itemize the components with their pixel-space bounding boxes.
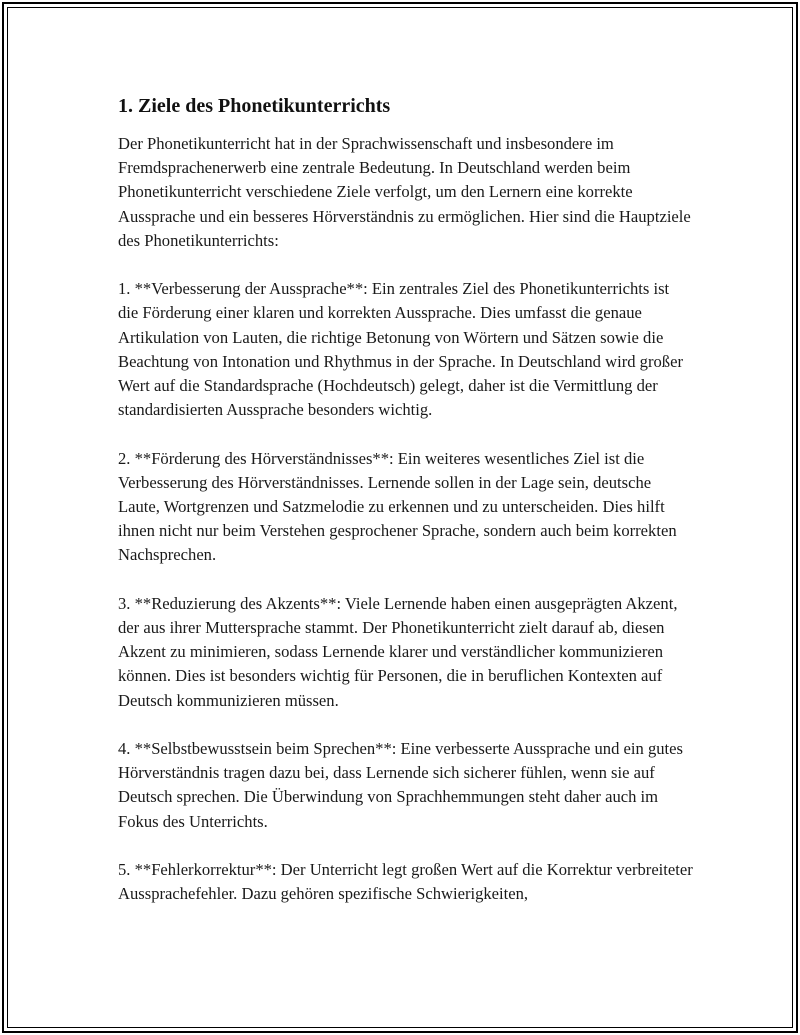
goal-paragraph-4: 4. **Selbstbewusstsein beim Sprechen**: Eine verbesserte Aussprache und ein gutes Hörverständnis tragen dazu bei, dass Lernende sich sicherer fühlen, wenn sie auf Deutsch sprechen. Die Überwindung von Sprachhemmungen steht daher auch im Fokus des Unterrichts. [118,739,683,831]
goal-paragraph-1: 1. **Verbesserung der Aussprache**: Ein zentrales Ziel des Phonetikunterrichts ist die Förderung einer klaren und korrekten Aussprache. Dies umfasst die genaue Artikulation von Lauten, die richtige Betonung von Wörtern und Sätzen sowie die Beachtung von Intonation und Rhythmus in der Sprache. In Deutschland wird großer Wert auf die Standardsprache (Hochdeutsch) gelegt, daher ist die Vermittlung der standardisierten Aussprache besonders wichtig. [118,279,683,420]
goal-paragraph-3: 3. **Reduzierung des Akzents**: Viele Lernende haben einen ausgeprägten Akzent, der aus ihrer Muttersprache stammt. Der Phonetikunterricht zielt darauf ab, diesen Akzent zu minimieren, sodass Lernende klarer und verständlicher kommunizieren können. Dies ist besonders wichtig für Personen, die in beruflichen Kontexten auf Deutsch kommunizieren müssen. [118,593,678,710]
intro-paragraph: Der Phonetikunterricht hat in der Sprachwissenschaft und insbesondere im Fremdsprachenerwerb eine zentrale Bedeutung. In Deutschland werden beim Phonetikunterricht verschiedene Ziele verfolgt, um den Lernern eine korrekte Aussprache und ein besseres Hörverständnis zu ermöglichen. Hier sind die Hauptziele des Phonetikunterrichts: [118,134,691,250]
document-body [118,92,693,931]
section-title: 1. Ziele des Phonetikunterrichts [118,95,391,117]
goal-paragraph-2: 2. **Förderung des Hörverständnisses**: Ein weiteres wesentliches Ziel ist die Verbesserung des Hörverständnisses. Lernende sollen in der Lage sein, deutsche Laute, Wortgrenzen und Satzmelodie zu erkennen und zu unterscheiden. Dies hilft ihnen nicht nur beim Verstehen gesprochener Sprache, sondern auch beim korrekten Nachsprechen. [118,448,677,565]
goal-paragraph-5: 5. **Fehlerkorrektur**: Der Unterricht legt großen Wert auf die Korrektur verbreiteter Aussprachefehler. Dazu gehören spezifische Schwierigkeiten, [118,860,693,904]
